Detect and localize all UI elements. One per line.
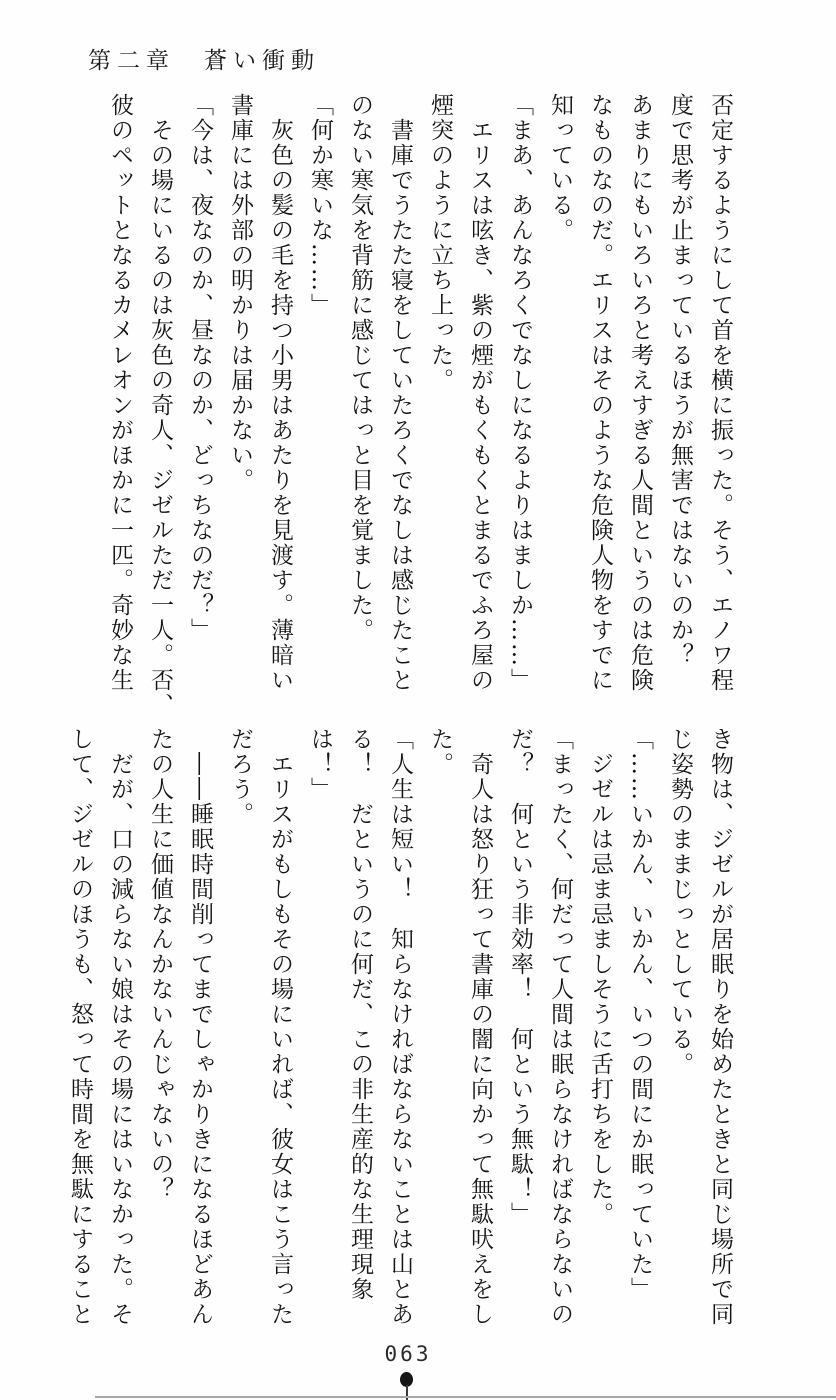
text-line: ――睡眠時間削ってまでしゃかりきになるほどあん: [187, 727, 213, 1327]
text-line: エリスがもしもその場にいれば、彼女はこう言った: [267, 727, 293, 1327]
text-line: 「まったく、何だって人間は眠らなければならないの: [547, 727, 573, 1327]
text-line: なものなのだ。エリスはそのような危険人物をすでに: [587, 93, 613, 693]
text-line: 「人生は短い！ 知らなければならないことは山とあ: [387, 727, 413, 1327]
text-line: して、ジゼルのほうも、怒って時間を無駄にすること: [67, 727, 93, 1327]
lower-text-block: [60, 727, 740, 1339]
scan-edge-line: [95, 1396, 836, 1398]
chapter-header: 第二章 蒼い衝動: [88, 48, 320, 74]
text-line: る！ だというのに何だ、この非生産的な生理現象: [347, 727, 373, 1302]
text-line: 奇人は怒り狂って書庫の闇に向かって無駄吠えをし: [467, 727, 493, 1327]
text-line: き物は、ジゼルが居眠りを始めたときと同じ場所で同: [707, 727, 733, 1327]
text-line: 灰色の髪の毛を持つ小男はあたりを見渡す。薄暗い: [267, 93, 293, 693]
text-line: 「何か寒いな……」: [307, 93, 333, 318]
binding-pin-mark: [400, 1372, 413, 1387]
text-line: ジゼルは忌ま忌ましそうに舌打ちをした。: [587, 727, 613, 1227]
text-line: だろう。: [227, 727, 253, 827]
text-line: 否定するようにして首を横に振った。そう、エノワ程: [707, 93, 733, 693]
text-line: 彼のペットとなるカメレオンがほかに一匹。奇妙な生: [107, 93, 133, 693]
text-line: だが、口の減らない娘はその場にはいなかった。そ: [107, 727, 133, 1327]
text-line: 知っている。: [547, 93, 573, 243]
upper-text-block: [100, 93, 740, 718]
text-line: 書庫には外部の明かりは届かない。: [227, 93, 253, 493]
text-line: エリスは呟き、紫の煙がもくもくとまるでふろ屋の: [467, 93, 493, 693]
text-line: 書庫でうたた寝をしていたろくでなしは感じたこと: [387, 93, 413, 693]
text-line: 「……いかん、いかん、いつの間にか眠っていた」: [627, 727, 653, 1302]
text-line: は！」: [307, 727, 333, 802]
text-line: 「まあ、あんなろくでなしになるよりはましか……」: [507, 93, 533, 693]
page-number: 063: [384, 1342, 432, 1366]
text-line: た。: [427, 727, 453, 777]
text-line: じ姿勢のままじっとしている。: [667, 727, 693, 1077]
text-line: たの人生に価値なんかないんじゃないの？: [147, 727, 173, 1202]
text-line: その場にいるのは灰色の奇人、ジゼルただ一人。否、: [147, 93, 173, 718]
text-line: あまりにもいろいろと考えすぎる人間というのは危険: [627, 93, 653, 693]
text-line: だ？ 何という非効率！ 何という無駄！」: [507, 727, 533, 1227]
text-line: のない寒気を背筋に感じてはっと目を覚ました。: [347, 93, 373, 643]
text-line: 煙突のように立ち上った。: [427, 93, 453, 393]
text-line: 「今は、夜なのか、昼なのか、どっちなのだ？」: [187, 93, 213, 643]
text-line: 度で思考が止まっているほうが無害ではないのか？: [667, 93, 693, 668]
